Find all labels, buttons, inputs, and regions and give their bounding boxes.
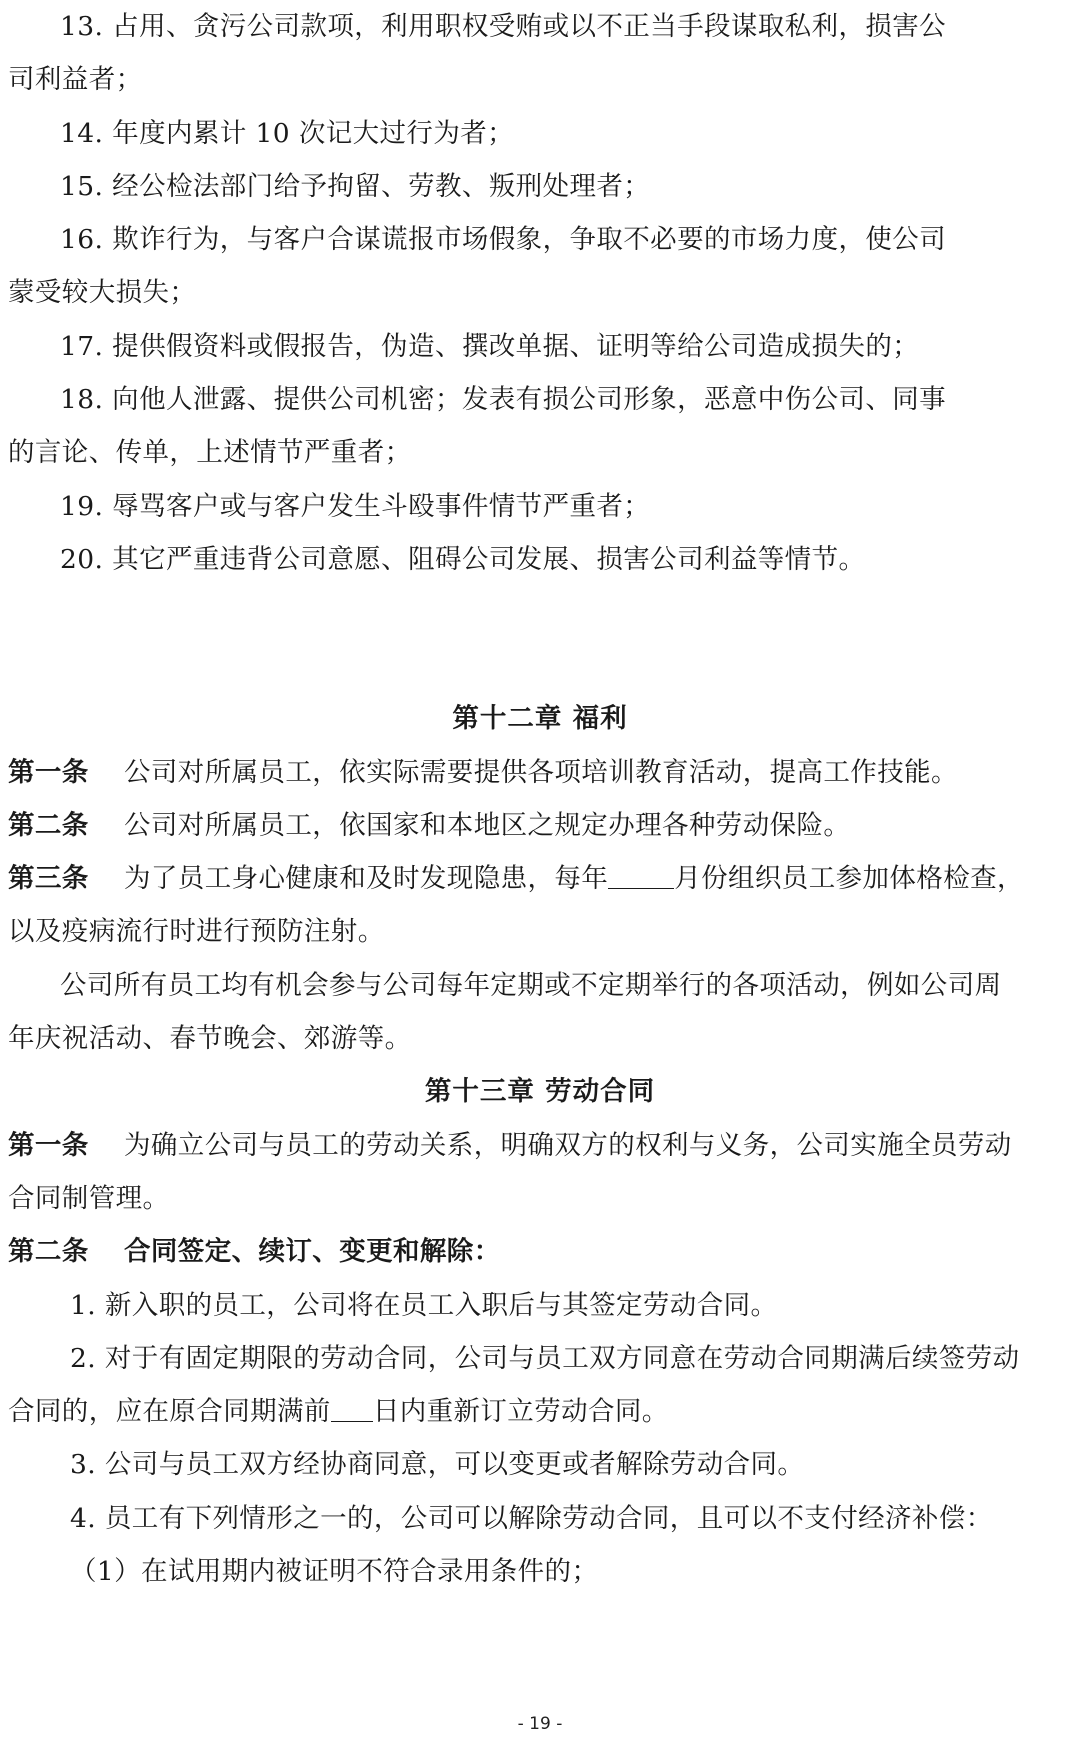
- list-item-13: 13. 占用、贪污公司款项，利用职权受贿或以不正当手段谋取私利，损害公: [60, 11, 947, 42]
- article-text: 为了员工身心健康和及时发现隐患，每年: [124, 863, 609, 895]
- article-text: 公司对所属员工，依国家和本地区之规定办理各种劳动保险。: [124, 809, 851, 841]
- chapter-12-paragraph-continued: 年庆祝活动、春节晚会、郊游等。: [8, 1023, 412, 1055]
- list-item-14: 14. 年度内累计 10 次记大过行为者；: [60, 117, 515, 149]
- chapter-12-paragraph: 公司所有员工均有机会参与公司每年定期或不定期举行的各项活动，例如公司周: [60, 969, 1002, 1001]
- sub-item-4: 4. 员工有下列情形之一的，公司可以解除劳动合同，且可以不支付经济补偿：: [70, 1502, 993, 1534]
- list-item-16-continued: 蒙受较大损失；: [8, 277, 197, 309]
- sub-item-2: 2. 对于有固定期限的劳动合同，公司与员工双方同意在劳动合同期满后续签劳动: [70, 1342, 1020, 1374]
- article-text: 月份组织员工参加体格检查，: [674, 863, 1024, 895]
- chapter-13-article-1: [8, 1119, 1072, 1172]
- list-item-18: 18. 向他人泄露、提供公司机密；发表有损公司形象，恶意中伤公司、同事: [60, 384, 947, 416]
- list-item-19: 19. 辱骂客户或与客户发生斗殴事件情节严重者；: [60, 490, 651, 522]
- fill-in-blank: [608, 862, 674, 889]
- article-text: 合同签定、续订、变更和解除：: [124, 1236, 501, 1268]
- sub-item-text: 日内重新订立劳动合同。: [372, 1396, 669, 1428]
- chapter-12-article-3: [8, 852, 1072, 905]
- sub-item-3: 3. 公司与员工双方经协商同意，可以变更或者解除劳动合同。: [70, 1449, 805, 1481]
- chapter-12-article-3-continued: 以及疫病流行时进行预防注射。: [8, 916, 385, 948]
- list-item-15: 15. 经公检法部门给予拘留、劳教、叛刑处理者；: [60, 170, 651, 202]
- sub-item-1: 1. 新入职的员工，公司将在员工入职后与其签定劳动合同。: [70, 1289, 778, 1321]
- chapter-13-title: 第十三章 劳动合同: [424, 1076, 656, 1108]
- sub-item-4-1: （1）在试用期内被证明不符合录用条件的；: [70, 1556, 599, 1588]
- list-item-20: 20. 其它严重违背公司意愿、阻碍公司发展、损害公司利益等情节。: [60, 543, 866, 575]
- fill-in-blank: [331, 1395, 373, 1422]
- list-item-16: 16. 欺诈行为，与客户合谋谎报市场假象，争取不必要的市场力度，使公司: [60, 224, 947, 256]
- chapter-13-article-2: [8, 1225, 1072, 1278]
- section-spacer: [8, 586, 1072, 692]
- article-label: 第二条: [8, 1236, 89, 1268]
- document-page: [8, 0, 1072, 1598]
- article-label: 第二条: [8, 809, 89, 841]
- article-label: 第一条: [8, 756, 89, 788]
- sub-item-text: 合同的，应在原合同期满前: [8, 1396, 331, 1428]
- article-label: 第一条: [8, 1129, 89, 1161]
- chapter-13-article-1-continued: 合同制管理。: [8, 1182, 170, 1214]
- chapter-12-article-2: [8, 799, 1072, 852]
- page-number: - 19 -: [517, 1714, 563, 1734]
- article-text: 为确立公司与员工的劳动关系，明确双方的权利与义务，公司实施全员劳动: [124, 1129, 1012, 1161]
- sub-item-2-continued: [8, 1385, 1072, 1438]
- chapter-12-title: 第十二章 福利: [452, 703, 628, 735]
- chapter-12-article-1: [8, 746, 1072, 799]
- article-text: 公司对所属员工，依实际需要提供各项培训教育活动，提高工作技能。: [124, 756, 958, 788]
- list-item-18-continued: 的言论、传单，上述情节严重者；: [8, 437, 412, 469]
- list-item-13-continued: 司利益者；: [8, 64, 143, 96]
- list-item-17: 17. 提供假资料或假报告，伪造、撰改单据、证明等给公司造成损失的；: [60, 330, 920, 362]
- article-label: 第三条: [8, 863, 89, 895]
